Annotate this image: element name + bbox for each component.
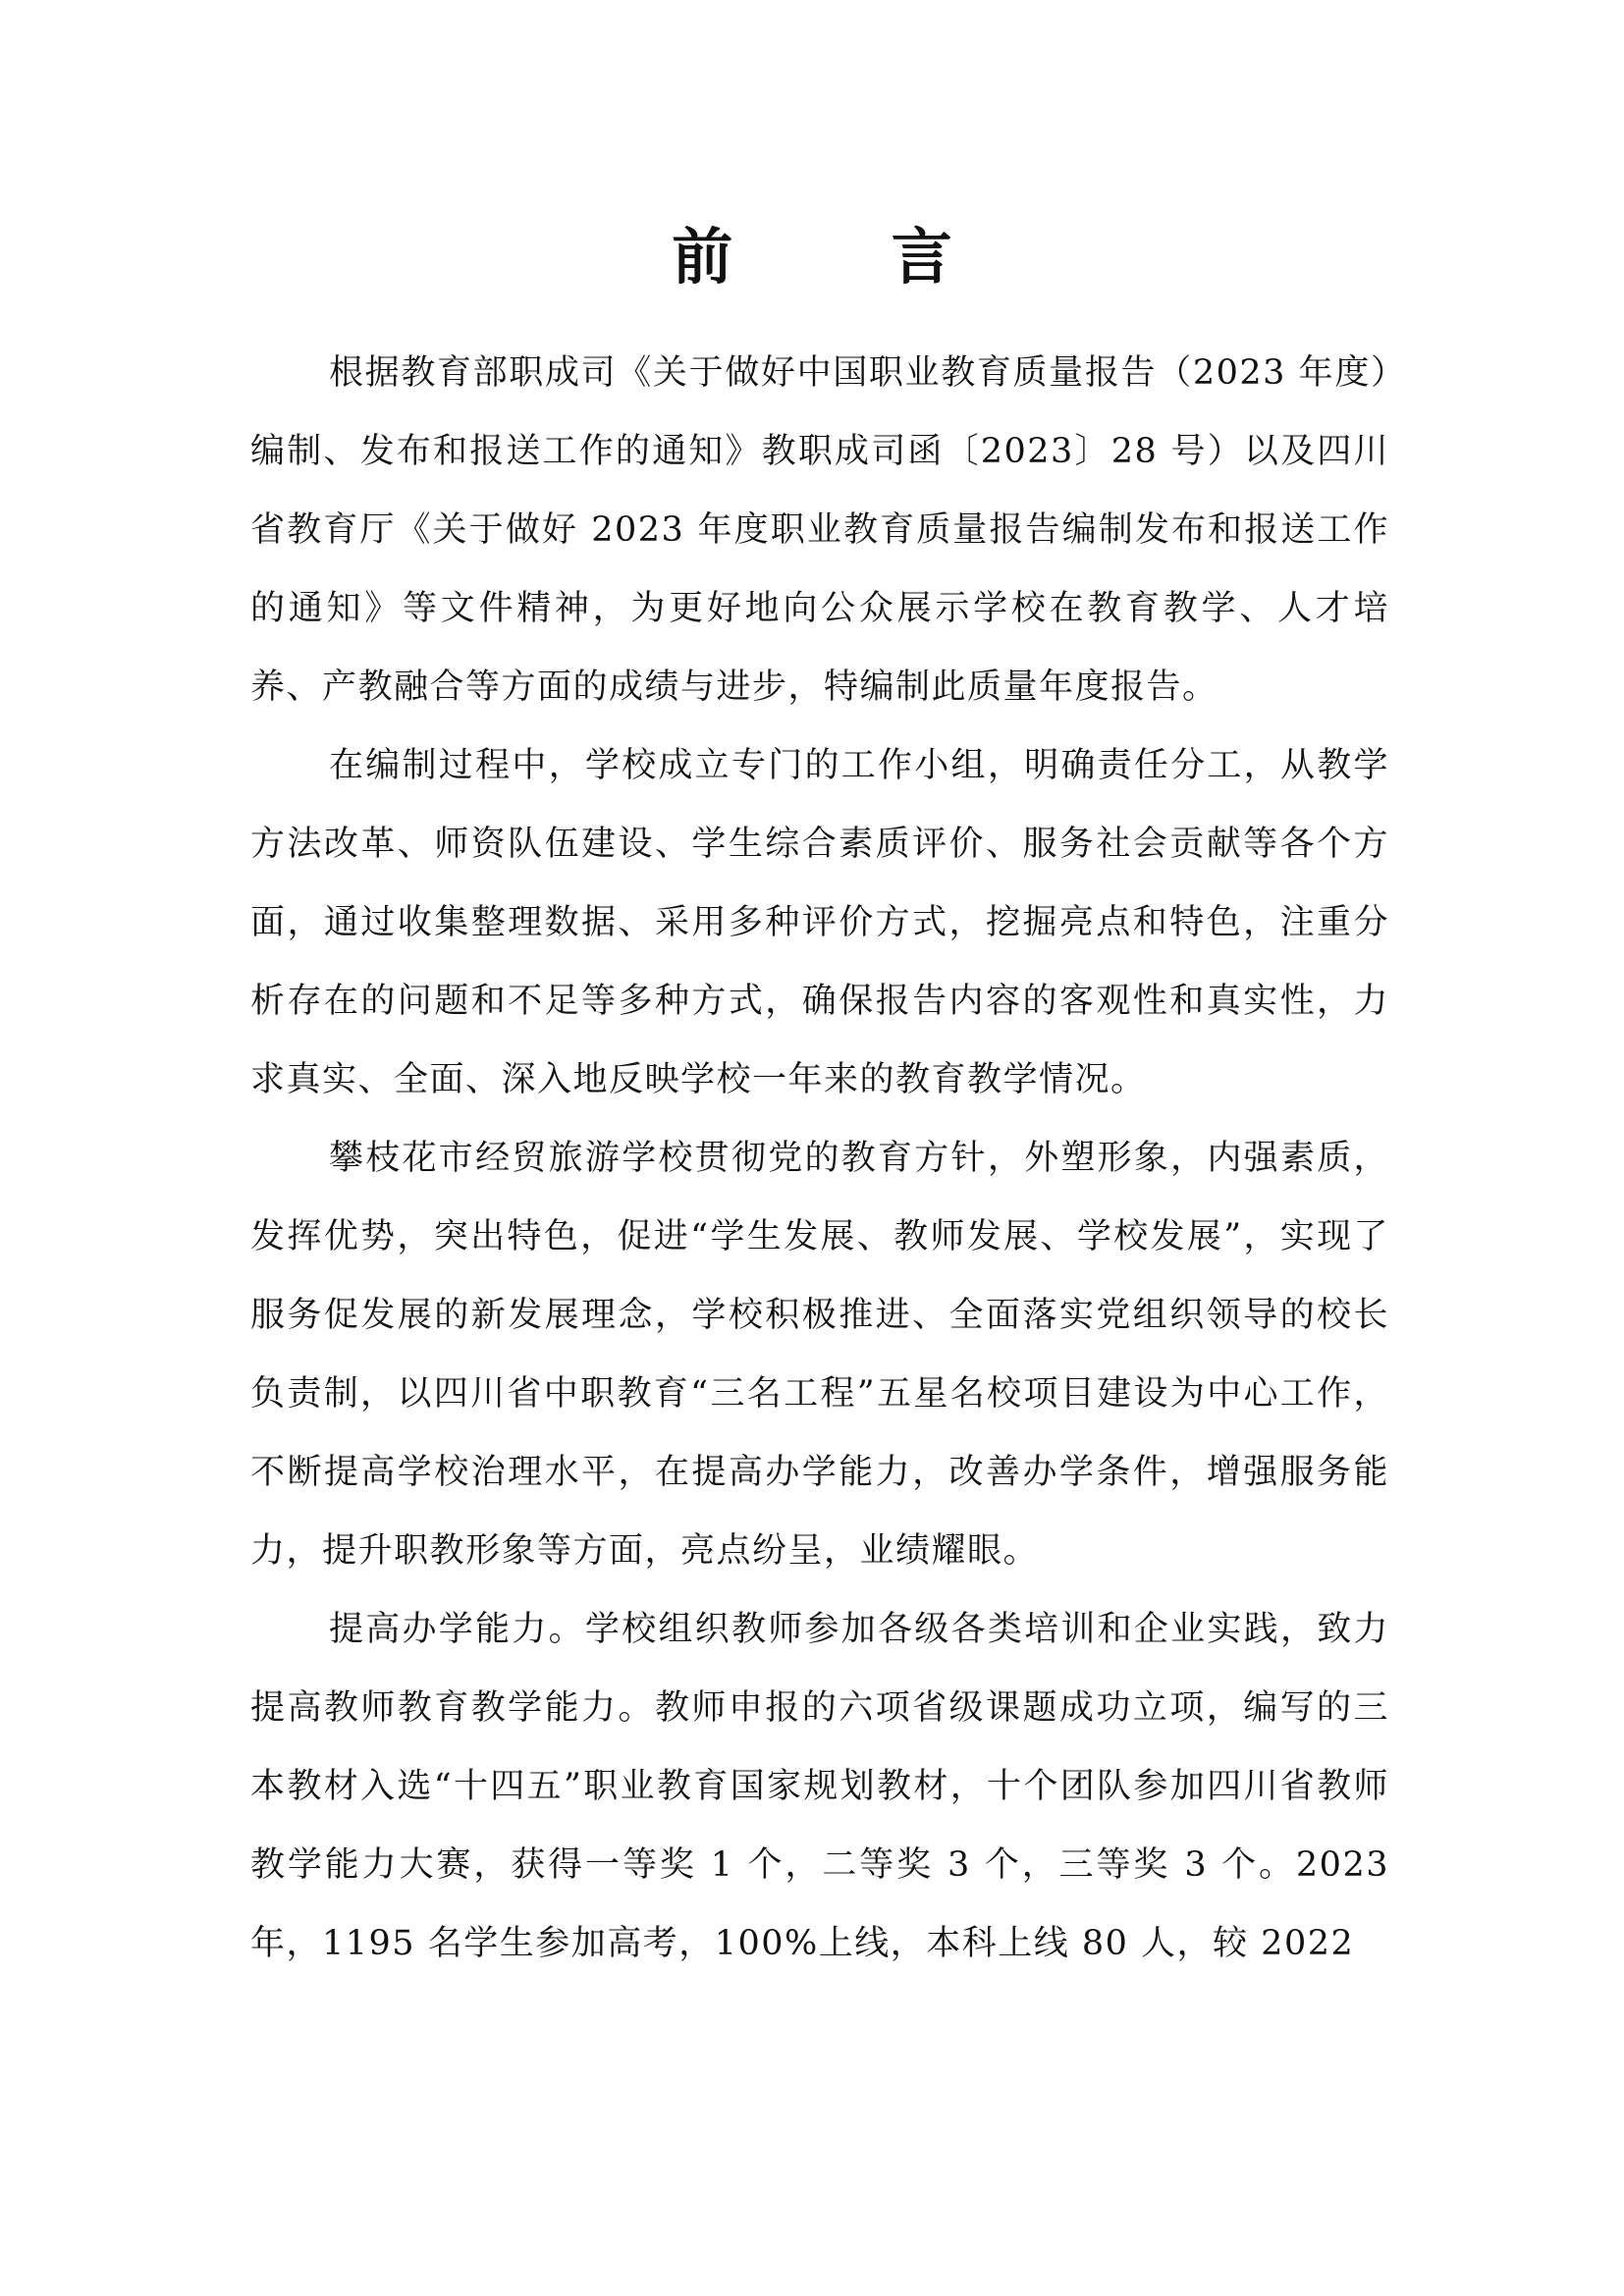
page-title: 前 言 [672,221,1021,293]
document-body [250,334,1389,1983]
paragraph-2: 在编制过程中，学校成立专门的工作小组，明确责任分工，从教学方法改革、师资队伍建设、学生综合素质评价、服务社会贡献等各个方面，通过收集整理数据、采用多种评价方式，挖掘亮点和特色，注重分析存在的问题和不足等多种方式，确保报告内容的客观性和真实性，力求真实、全面、深入地反映学校一年来的教育教学情况。 [250,746,1389,1099]
paragraph-3: 攀枝花市经贸旅游学校贯彻党的教育方针，外塑形象，内强素质，发挥优势，突出特色，促进“学生发展、教师发展、学校发展”，实现了服务促发展的新发展理念，学校积极推进、全面落实党组织领导的校长负责制，以四川省中职教育“三名工程”五星名校项目建设为中心工作，不断提高学校治理水平，在提高办学能力，改善办学条件，增强服务能力，提升职教形象等方面，亮点纷呈，业绩耀眼。 [250,1139,1389,1571]
paragraph-4: 提高办学能力。学校组织教师参加各级各类培训和企业实践，致力提高教师教育教学能力。教师申报的六项省级课题成功立项，编写的三本教材入选“十四五”职业教育国家规划教材，十个团队参加四川省教师教学能力大赛，获得一等奖 1 个，二等奖 3 个，三等奖 3 个。2023 年，1195 名学生参加高考，100%上线，本科上线 80 人，较 2022 [250,1610,1389,1963]
paragraph-1: 根据教育部职成司《关于做好中国职业教育质量报告（2023 年度）编制、发布和报送工作的通知》教职成司函〔2023〕28 号）以及四川省教育厅《关于做好 2023 年度职业教育质量报告编制发布和报送工作的通知》等文件精神，为更好地向公众展示学校在教育教学、人才培养、产教融合等方面的成绩与进步，特编制此质量年度报告。 [250,353,1389,707]
